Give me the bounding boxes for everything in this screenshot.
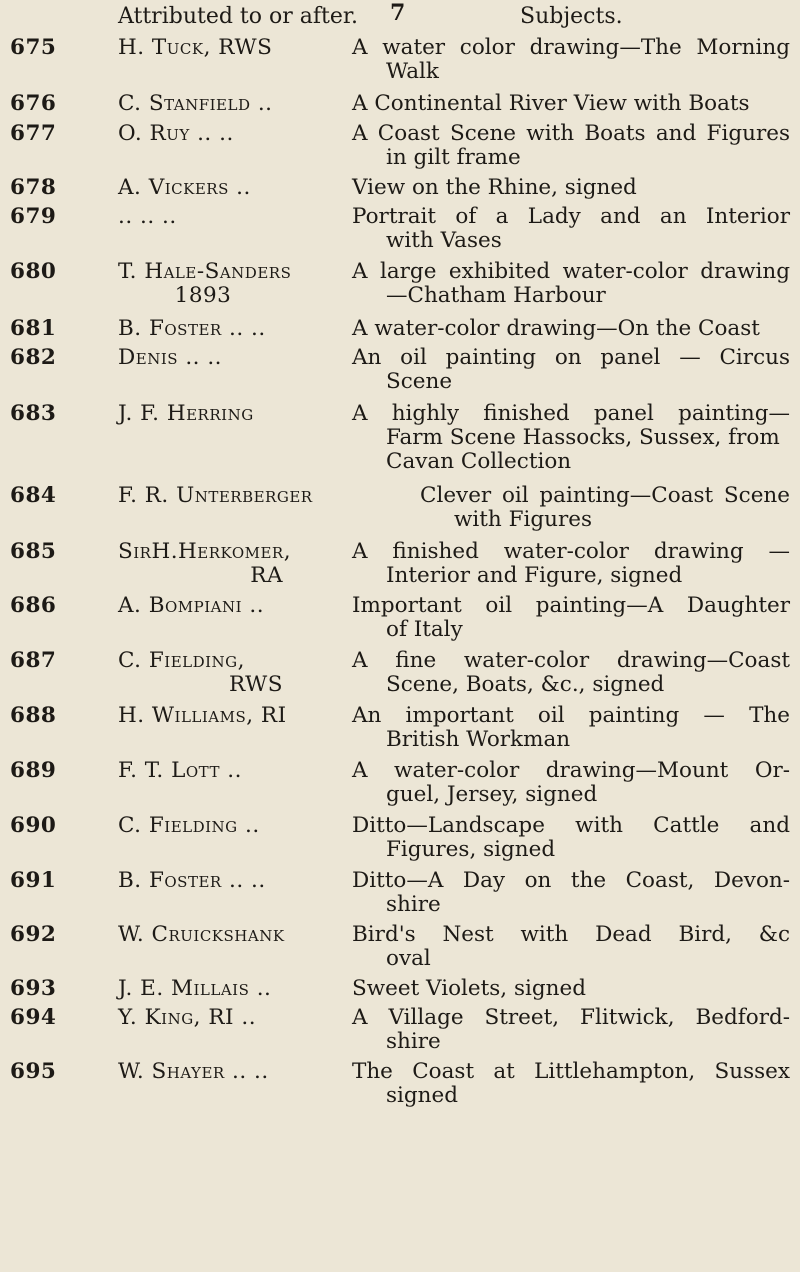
artist-name: SirH.Herkomer,: [118, 539, 292, 564]
lot-subject: [352, 92, 790, 116]
subject-line: A Continental River View with Boats: [352, 91, 750, 116]
subject-continuation: with Vases: [386, 228, 502, 253]
lot-row: [0, 594, 800, 642]
subject-line: A Village Street, Flitwick, Bedford-: [352, 1005, 790, 1030]
lot-artist: [118, 402, 346, 426]
lot-subject: [352, 977, 790, 1001]
lot-artist: [118, 36, 346, 60]
lot-row: [0, 923, 800, 971]
lot-subject: [352, 1060, 790, 1108]
artist-name: A. Bompiani ..: [118, 593, 265, 618]
lot-number: 676: [10, 91, 57, 116]
lot-subject: [352, 814, 790, 862]
lot-subject: [352, 346, 790, 394]
artist-name: C. Stanfield ..: [118, 91, 273, 116]
artist-name: H. Tuck, RWS: [118, 35, 273, 60]
lot-subject: [352, 260, 790, 308]
lot-row: [0, 402, 800, 474]
lot-row: [0, 92, 800, 116]
artist-name: J. E. Millais ..: [118, 976, 272, 1001]
subject-line: A water color drawing—The Morning: [352, 35, 790, 60]
artist-extra: 1893: [174, 283, 232, 308]
lot-subject: [352, 122, 790, 170]
lot-row: [0, 484, 800, 532]
lot-artist: [118, 594, 346, 618]
subject-line: A fine water-color drawing—Coast: [352, 648, 790, 673]
subject-continuation: Walk: [386, 59, 439, 84]
lot-artist: [118, 205, 346, 229]
lot-subject: [352, 923, 790, 971]
artist-name: F. R. Unterberger: [118, 483, 313, 508]
artist-name: .. .. ..: [118, 204, 177, 229]
lot-subject: [352, 759, 790, 807]
lot-number: 682: [10, 345, 57, 370]
artist-name: O. Ruy .. ..: [118, 121, 234, 146]
lot-artist: [118, 869, 346, 893]
lot-subject: [352, 704, 790, 752]
lot-subject: [352, 540, 790, 588]
lot-artist: [118, 977, 346, 1001]
lot-row: [0, 704, 800, 752]
subject-line: A large exhibited water-color drawing: [352, 259, 790, 284]
artist-name: F. T. Lott ..: [118, 758, 242, 783]
lot-row: [0, 1006, 800, 1054]
subject-line: Ditto—Landscape with Cattle and: [352, 813, 790, 838]
lot-artist: [118, 176, 346, 200]
artist-name: Denis .. ..: [118, 345, 223, 370]
subject-continuation: Scene, Boats, &c., signed: [386, 672, 665, 697]
lot-artist: [118, 704, 346, 728]
lot-number: 690: [10, 813, 57, 838]
artist-name: H. Williams, RI: [118, 703, 287, 728]
artist-name: C. Fielding,: [118, 648, 245, 673]
lot-number: 678: [10, 175, 57, 200]
artist-name: Y. King, RI ..: [118, 1005, 257, 1030]
lot-row: [0, 122, 800, 170]
lot-row: [0, 977, 800, 1001]
lot-number: 688: [10, 703, 57, 728]
lot-number: 680: [10, 259, 57, 284]
lot-row: [0, 346, 800, 394]
lot-subject: [352, 317, 790, 341]
lot-artist: [118, 923, 346, 947]
lot-subject: [352, 402, 790, 474]
lot-number: 694: [10, 1005, 57, 1030]
artist-name: B. Foster .. ..: [118, 316, 266, 341]
lot-artist: [118, 122, 346, 146]
subject-line: An oil painting on panel — Circus: [352, 345, 790, 370]
artist-extra: RA: [250, 563, 283, 588]
subject-line: A Coast Scene with Boats and Figures: [352, 121, 790, 146]
subject-line: Clever oil painting—Coast Scene: [420, 483, 790, 508]
lot-artist: [118, 346, 346, 370]
lot-number: 683: [10, 401, 57, 426]
subject-line: Ditto—A Day on the Coast, Devon-: [352, 868, 790, 893]
subject-line: A water-color drawing—Mount Or-: [352, 758, 790, 783]
lot-number: 693: [10, 976, 57, 1001]
subject-continuation: shire: [386, 892, 441, 917]
lot-number: 691: [10, 868, 57, 893]
lot-number: 679: [10, 204, 57, 229]
artist-name: B. Foster .. ..: [118, 868, 266, 893]
lot-subject: [352, 1006, 790, 1054]
subjects-header: Subjects.: [520, 4, 623, 29]
lot-subject: [352, 176, 790, 200]
lot-row: [0, 540, 800, 588]
lot-number: 687: [10, 648, 57, 673]
subject-continuation: of Italy: [386, 617, 463, 642]
lot-number: 675: [10, 35, 57, 60]
lot-row: [0, 317, 800, 341]
lot-artist: [118, 540, 346, 588]
column-header: [0, 4, 800, 32]
subject-line: A water-color drawing—On the Coast: [352, 316, 760, 341]
lot-row: [0, 36, 800, 84]
page-number: 7: [390, 0, 406, 26]
artist-name: A. Vickers ..: [118, 175, 251, 200]
subject-line: A highly finished panel painting—: [352, 401, 790, 426]
lot-row: [0, 759, 800, 807]
subject-continuation: with Figures: [454, 507, 593, 532]
lot-number: 684: [10, 483, 57, 508]
artist-name: W. Cruickshank: [118, 922, 285, 947]
subject-line: Portrait of a Lady and an Interior: [352, 204, 790, 229]
subject-continuation: Scene: [386, 369, 453, 394]
attributed-header: Attributed to or after.: [118, 4, 358, 29]
lot-artist: [118, 317, 346, 341]
subject-continuation: British Workman: [386, 727, 571, 752]
artist-name: T. Hale-Sanders: [118, 259, 292, 284]
artist-extra: RWS: [228, 672, 283, 697]
lot-artist: [118, 92, 346, 116]
lot-subject: [352, 205, 790, 253]
subject-line: An important oil painting — The: [352, 703, 790, 728]
lot-subject: [352, 36, 790, 84]
lot-number: 681: [10, 316, 57, 341]
subject-continuation: Farm Scene Hassocks, Sussex, from: [386, 425, 780, 450]
lot-artist: [118, 814, 346, 838]
artist-name: J. F. Herring: [118, 401, 254, 426]
lot-number: 695: [10, 1059, 57, 1084]
lot-subject: [352, 869, 790, 917]
subject-continuation: in gilt frame: [386, 145, 521, 170]
lot-row: [0, 205, 800, 253]
lot-row: [0, 260, 800, 308]
subject-continuation: signed: [386, 1083, 459, 1108]
subject-continuation: Interior and Figure, signed: [386, 563, 683, 588]
subject-line: The Coast at Littlehampton, Sussex: [352, 1059, 790, 1084]
lot-artist: [118, 484, 418, 508]
lot-row: [0, 649, 800, 697]
artist-name: C. Fielding ..: [118, 813, 260, 838]
lot-subject: [420, 484, 790, 532]
subject-continuation: oval: [386, 946, 431, 971]
lot-artist: [118, 260, 346, 308]
lot-row: [0, 814, 800, 862]
subject-continuation: Figures, signed: [386, 837, 556, 862]
lot-row: [0, 869, 800, 917]
subject-continuation: shire: [386, 1029, 441, 1054]
lot-artist: [118, 1060, 346, 1084]
artist-name: W. Shayer .. ..: [118, 1059, 269, 1084]
lot-row: [0, 176, 800, 200]
subject-continuation: guel, Jersey, signed: [386, 782, 598, 807]
lot-subject: [352, 594, 790, 642]
lot-artist: [118, 649, 346, 697]
lot-number: 677: [10, 121, 57, 146]
subject-line: View on the Rhine, signed: [352, 175, 637, 200]
subject-line: Bird's Nest with Dead Bird, &c: [352, 922, 790, 947]
lot-row: [0, 1060, 800, 1108]
subject-continuation: —Chatham Harbour: [386, 283, 606, 308]
lot-artist: [118, 759, 346, 783]
lot-number: 689: [10, 758, 57, 783]
subject-line: Important oil painting—A Daughter: [352, 593, 790, 618]
lot-artist: [118, 1006, 346, 1030]
lot-subject: [352, 649, 790, 697]
subject-line: A finished water-color drawing —: [352, 539, 790, 564]
subject-continuation: Cavan Collection: [386, 449, 572, 474]
lot-number: 686: [10, 593, 57, 618]
lot-number: 692: [10, 922, 57, 947]
lot-number: 685: [10, 539, 57, 564]
subject-line: Sweet Violets, signed: [352, 976, 586, 1001]
